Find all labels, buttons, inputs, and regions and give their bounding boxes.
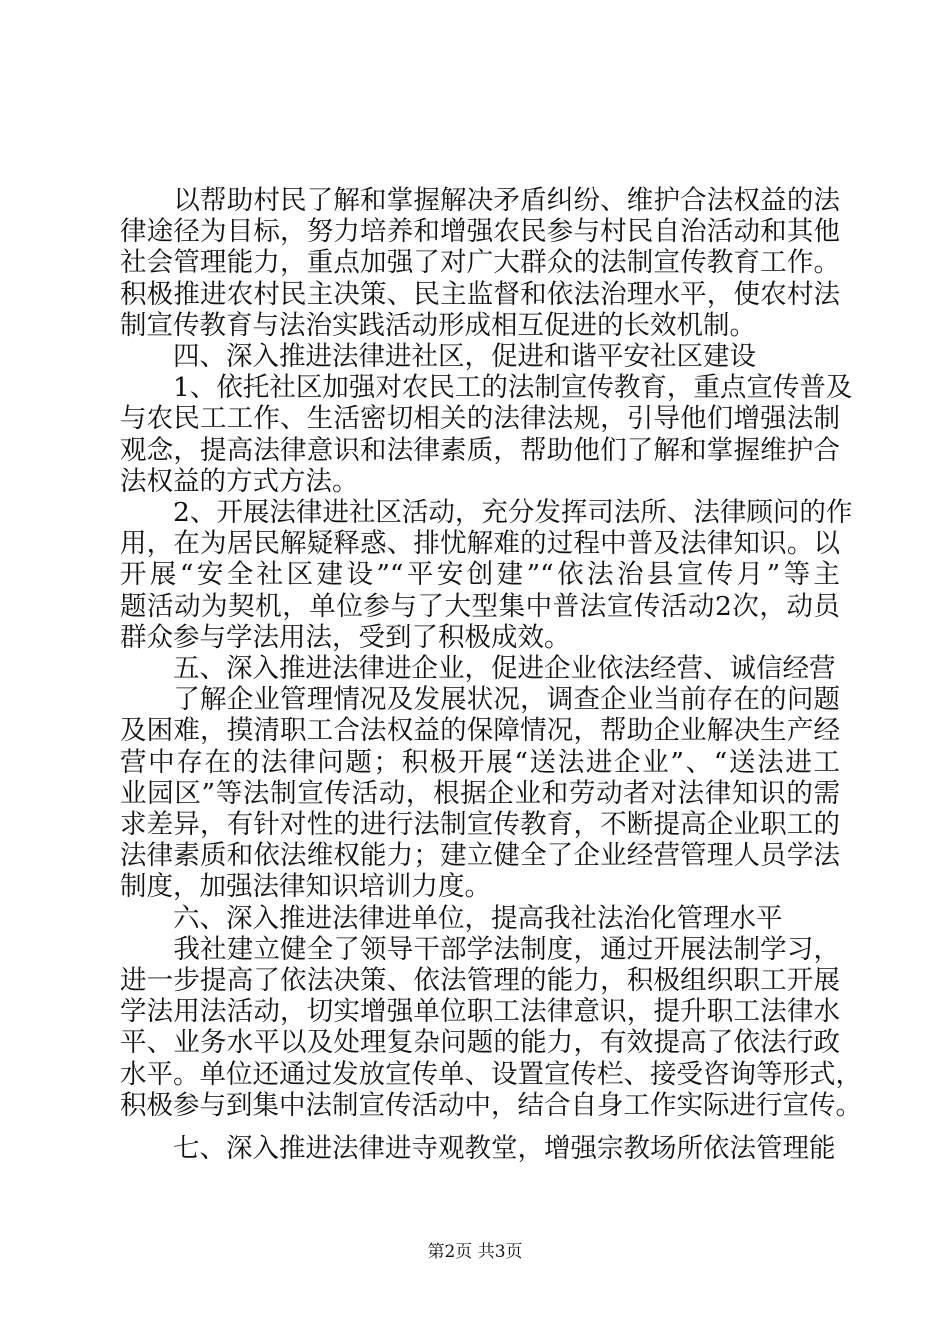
text-line: 开展“安全社区建设”“平安创建”“依法治县宣传月”等主 xyxy=(120,559,840,590)
text-line: 社会管理能力，重点加强了对广大群众的法制宣传教育工作。 xyxy=(120,247,840,278)
text-line: 了解企业管理情况及发展状况，调查企业当前存在的问题 xyxy=(120,684,840,715)
section-heading: 七、深入推进法律进寺观教堂，增强宗教场所依法管理能 xyxy=(120,1133,836,1164)
text-line: 与农民工工作、生活密切相关的法律法规，引导他们增强法制 xyxy=(120,403,840,434)
text-line: 律途径为目标，努力培养和增强农民参与村民自治活动和其他 xyxy=(120,216,840,247)
section-heading: 四、深入推进法律进社区，促进和谐平安社区建设 xyxy=(120,341,756,372)
page-footer: 第2页 共3页 xyxy=(427,1242,523,1262)
text-line: 法权益的方式方法。 xyxy=(120,466,359,497)
text-line: 用，在为居民解疑释惑、排忧解难的过程中普及法律知识。以 xyxy=(120,528,840,559)
text-line: 求差异，有针对性的进行法制宣传教育，不断提高企业职工的 xyxy=(120,809,840,840)
text-line: 以帮助村民了解和掌握解决矛盾纠纷、维护合法权益的法 xyxy=(120,185,840,216)
text-line: 题活动为契机，单位参与了大型集中普法宣传活动2次，动员 xyxy=(120,591,840,622)
text-line: 2、开展法律进社区活动，充分发挥司法所、法律顾问的作 xyxy=(120,497,853,528)
text-line: 积极推进农村民主决策、民主监督和依法治理水平，使农村法 xyxy=(120,279,840,310)
text-line: 营中存在的法律问题；积极开展“送法进企业”、“送法进工 xyxy=(120,747,840,778)
text-line: 观念，提高法律意识和法律素质，帮助他们了解和掌握维护合 xyxy=(120,435,840,466)
text-line: 法律素质和依法维权能力；建立健全了企业经营管理人员学法 xyxy=(120,840,840,871)
text-line: 制宣传教育与法治实践活动形成相互促进的长效机制。 xyxy=(120,310,756,341)
section-heading: 六、深入推进法律进单位，提高我社法治化管理水平 xyxy=(120,903,783,934)
text-line: 业园区”等法制宣传活动，根据企业和劳动者对法律知识的需 xyxy=(120,778,840,809)
text-line: 水平。单位还通过发放宣传单、设置宣传栏、接受咨询等形式， xyxy=(120,1059,862,1090)
text-line: 平、业务水平以及处理复杂问题的能力，有效提高了依法行政 xyxy=(120,1027,840,1058)
text-line: 我社建立健全了领导干部学法制度，通过开展法制学习， xyxy=(120,934,840,965)
text-line: 1、依托社区加强对农民工的法制宣传教育，重点宣传普及 xyxy=(120,372,853,403)
text-line: 进一步提高了依法决策、依法管理的能力，积极组织职工开展 xyxy=(120,965,840,996)
section-heading: 五、深入推进法律进企业，促进企业依法经营、诚信经营 xyxy=(120,653,836,684)
text-line: 群众参与学法用法，受到了积极成效。 xyxy=(120,622,571,653)
text-line: 制度，加强法律知识培训力度。 xyxy=(120,871,491,902)
text-line: 及困难，摸清职工合法权益的保障情况，帮助企业解决生产经 xyxy=(120,715,840,746)
text-line: 积极参与到集中法制宣传活动中，结合自身工作实际进行宣传。 xyxy=(120,1090,862,1121)
text-line: 学法用法活动，切实增强单位职工法律意识，提升职工法律水 xyxy=(120,996,840,1027)
